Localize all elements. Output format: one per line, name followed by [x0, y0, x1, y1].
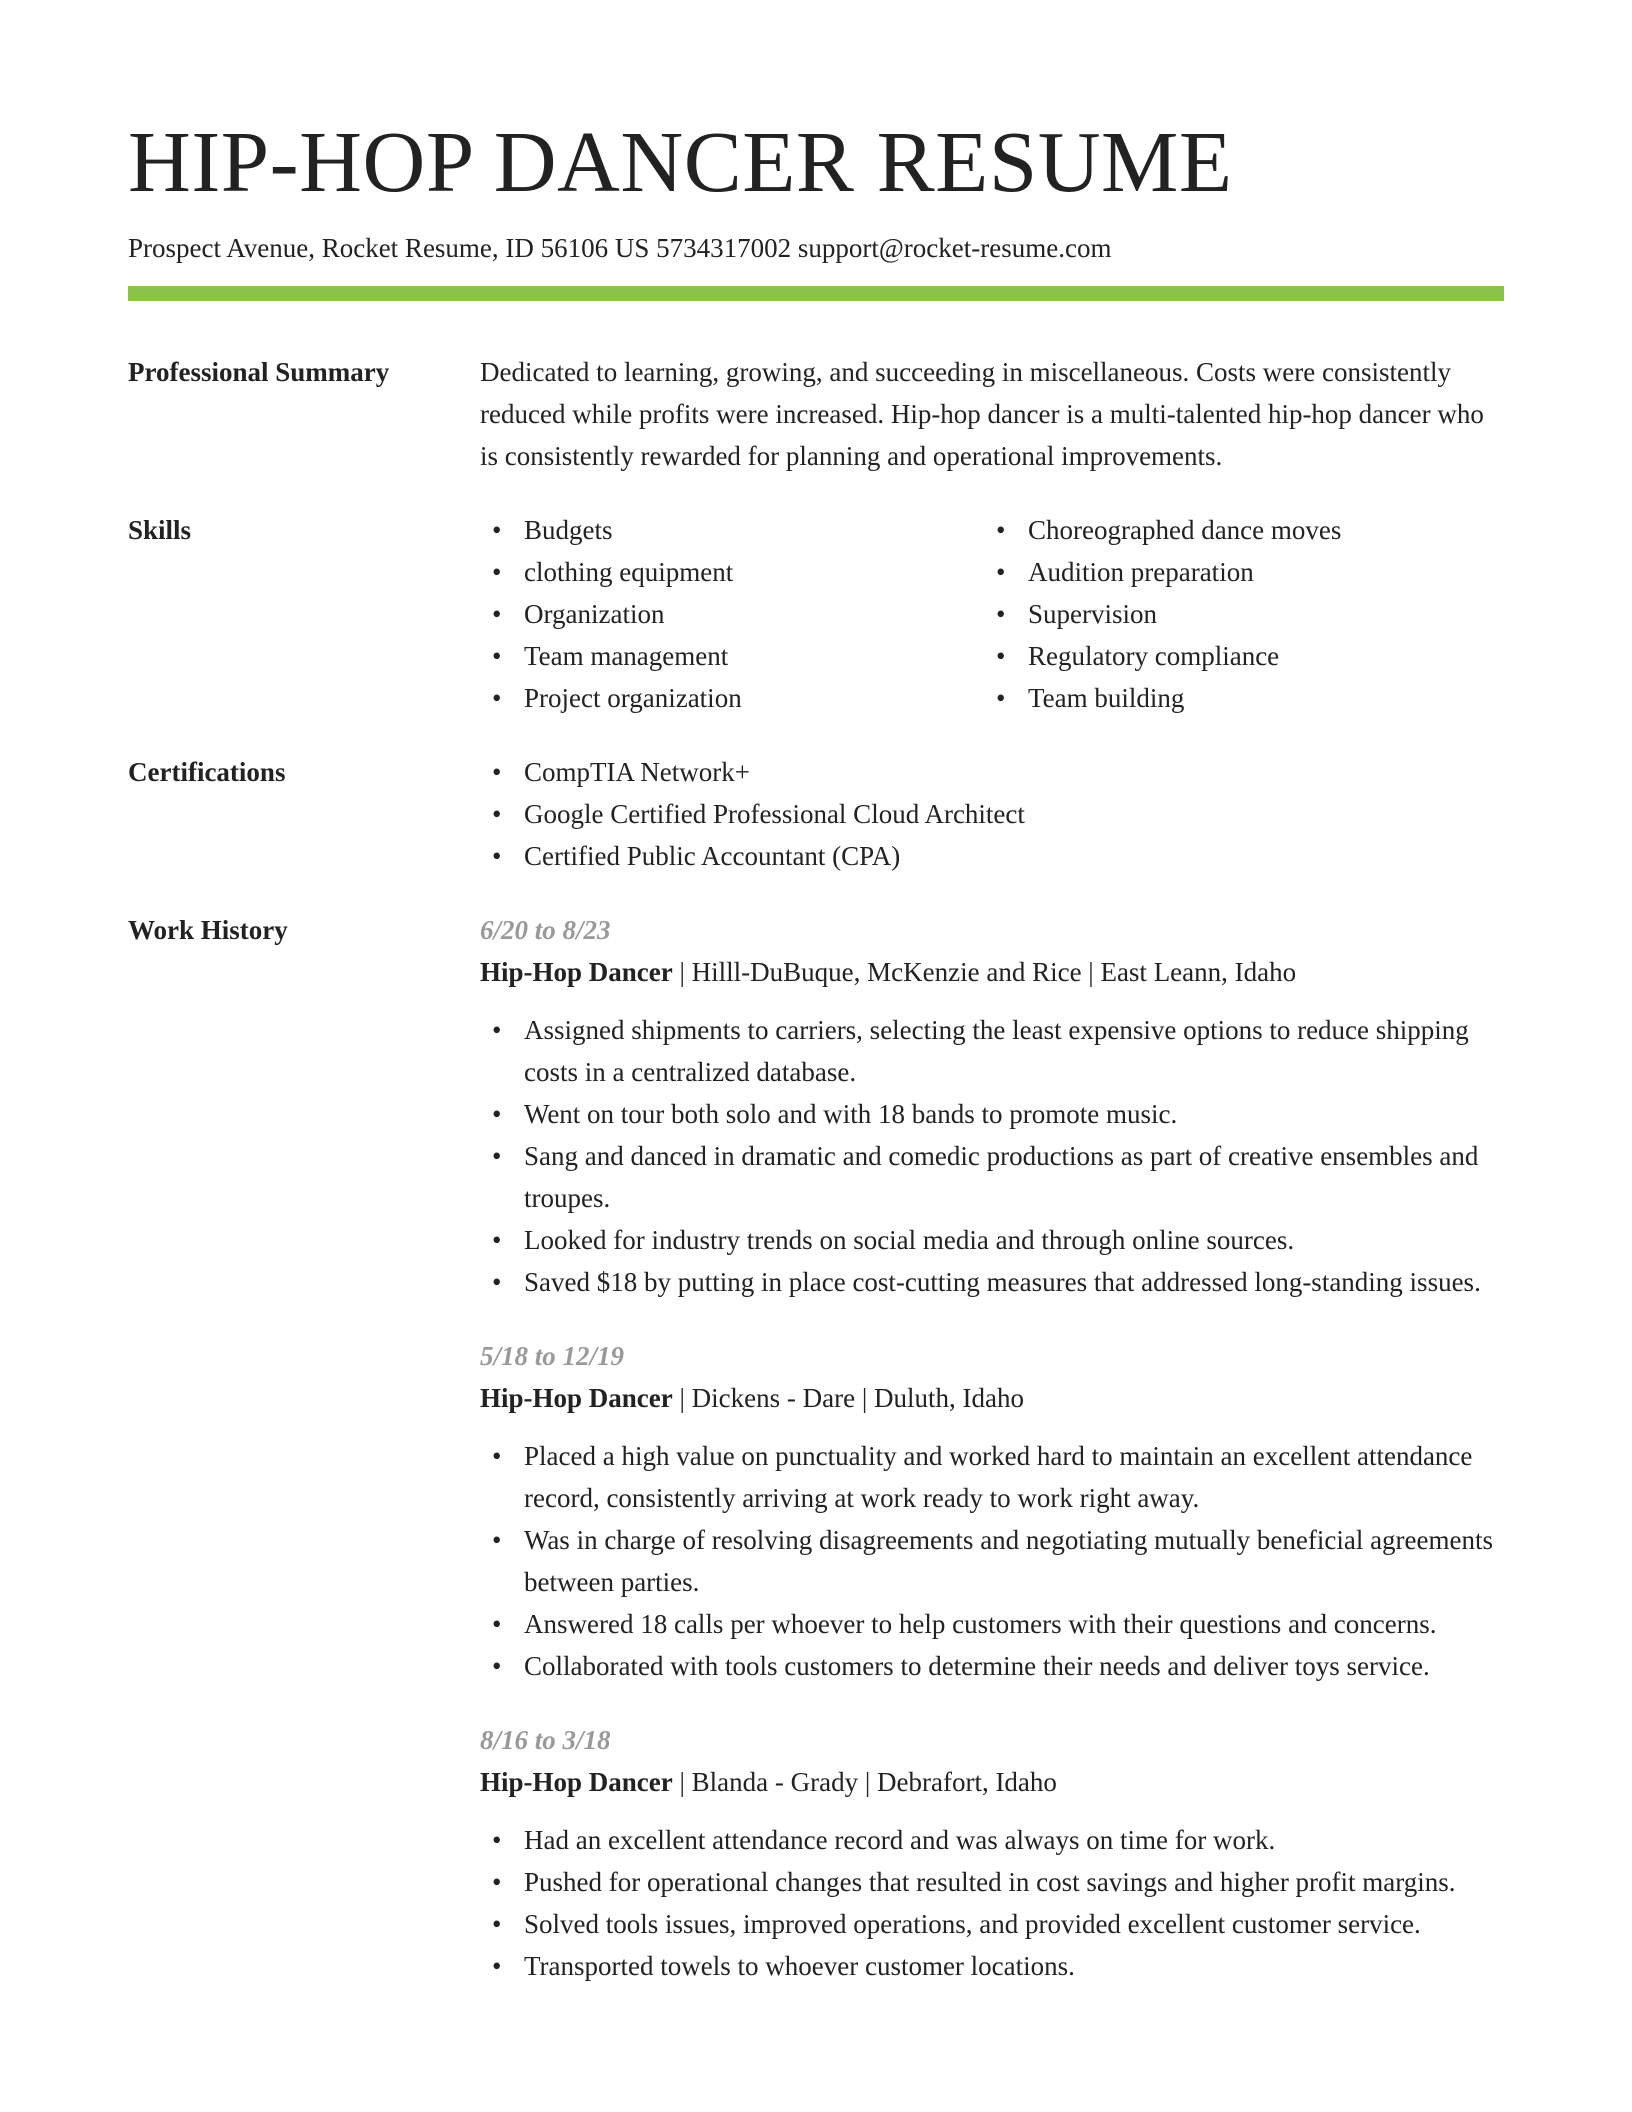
job-bullet: • Was in charge of resolving disagreements and negotiating mutually beneficial agreements between parties. [480, 1519, 1504, 1603]
skill-item: • Supervision [984, 593, 1488, 635]
certifications-label: Certifications [128, 757, 286, 788]
job-bullet: • Placed a high value on punctuality and worked hard to maintain an excellent attendance record, consistently arriving at work ready to work right away. [480, 1435, 1504, 1519]
header-divider [128, 286, 1504, 301]
skill-item: • Budgets [480, 509, 984, 551]
summary-section [128, 351, 1504, 477]
job-details: | Dickens - Dare | Duluth, Idaho [672, 1383, 1024, 1414]
job-entry [480, 1335, 1504, 1687]
summary-text: Dedicated to learning, growing, and succeeding in miscellaneous. Costs were consistently reduced while profits were increased. Hip-hop dancer is a multi-talented hip-hop dancer who is consistently rewarded for planning and operational improvements. [480, 357, 1484, 472]
certifications-list [480, 751, 1504, 877]
job-details: | Hilll-DuBuque, McKenzie and Rice | East Leann, Idaho [672, 957, 1297, 988]
certification-item: • CompTIA Network+ [480, 751, 1504, 793]
job-details: | Blanda - Grady | Debrafort, Idaho [672, 1767, 1057, 1798]
job-bullet: • Sang and danced in dramatic and comedic productions as part of creative ensembles and troupes. [480, 1135, 1504, 1219]
resume-title: HIP-HOP DANCER RESUME [128, 113, 1233, 210]
skill-item: • clothing equipment [480, 551, 984, 593]
job-bullet: • Went on tour both solo and with 18 bands to promote music. [480, 1093, 1504, 1135]
certification-item: • Certified Public Accountant (CPA) [480, 835, 1504, 877]
job-dates: 6/20 to 8/23 [480, 915, 611, 946]
skills-label: Skills [128, 515, 192, 546]
job-heading [480, 1761, 1504, 1803]
job-dates: 5/18 to 12/19 [480, 1341, 625, 1372]
summary-label: Professional Summary [128, 357, 390, 388]
job-heading [480, 951, 1504, 993]
work-history-body [480, 909, 1504, 2019]
skills-columns [480, 509, 1504, 719]
skill-item: • Audition preparation [984, 551, 1488, 593]
job-bullets [480, 1435, 1504, 1687]
work-history-label: Work History [128, 915, 288, 946]
contact-info: Prospect Avenue, Rocket Resume, ID 56106 US 5734317002 support@rocket-resume.com [128, 232, 1112, 263]
skill-item: • Organization [480, 593, 984, 635]
certifications-section [128, 751, 1504, 877]
job-bullets [480, 1819, 1504, 1987]
job-title: Hip-Hop Dancer [480, 1767, 673, 1798]
job-bullet: • Transported towels to whoever customer locations. [480, 1945, 1504, 1987]
work-history-section [128, 909, 1504, 2019]
skill-item: • Choreographed dance moves [984, 509, 1488, 551]
job-bullet: • Pushed for operational changes that resulted in cost savings and higher profit margins. [480, 1861, 1504, 1903]
job-entry [480, 1719, 1504, 1987]
skill-item: • Regulatory compliance [984, 635, 1488, 677]
certifications-body [480, 751, 1504, 877]
skill-item: • Team building [984, 677, 1488, 719]
skill-item: • Project organization [480, 677, 984, 719]
job-bullets [480, 1009, 1504, 1303]
job-bullet: • Assigned shipments to carriers, selecting the least expensive options to reduce shipping costs in a centralized database. [480, 1009, 1504, 1093]
job-bullet: • Collaborated with tools customers to determine their needs and deliver toys service. [480, 1645, 1504, 1687]
certification-item: • Google Certified Professional Cloud Architect [480, 793, 1504, 835]
job-dates: 8/16 to 3/18 [480, 1725, 611, 1756]
job-title: Hip-Hop Dancer [480, 957, 673, 988]
job-entry [480, 909, 1504, 1303]
skill-item: • Team management [480, 635, 984, 677]
job-bullet: • Looked for industry trends on social media and through online sources. [480, 1219, 1504, 1261]
job-bullet: • Solved tools issues, improved operations, and provided excellent customer service. [480, 1903, 1504, 1945]
skills-body [480, 509, 1504, 719]
job-bullet: • Saved $18 by putting in place cost-cutting measures that addressed long-standing issues. [480, 1261, 1504, 1303]
job-bullet: • Answered 18 calls per whoever to help customers with their questions and concerns. [480, 1603, 1504, 1645]
skills-list-right [984, 509, 1488, 719]
job-heading [480, 1377, 1504, 1419]
job-title: Hip-Hop Dancer [480, 1383, 673, 1414]
skills-section [128, 509, 1504, 719]
skills-list-left [480, 509, 984, 719]
job-bullet: • Had an excellent attendance record and was always on time for work. [480, 1819, 1504, 1861]
